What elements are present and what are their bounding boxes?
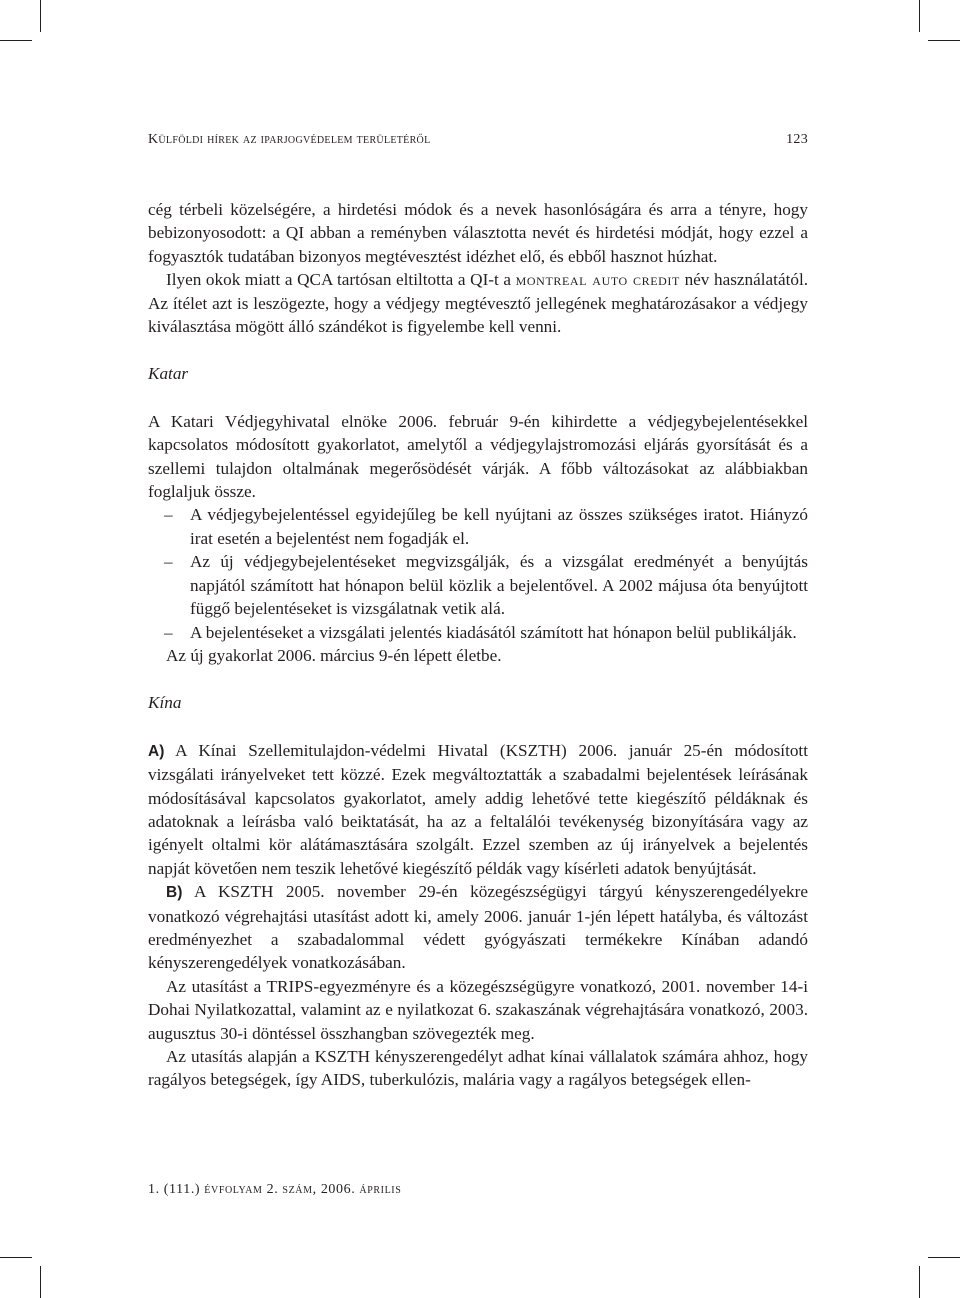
intro-paragraph-2-start: Ilyen okok miatt a QCA tartósan eltiltotta a QI-t a	[166, 270, 516, 290]
intro-paragraph-1: cég térbeli közelségére, a hirdetési módok és a nevek hasonlóságára és arra a tényre, hogy bebizonyosodott: a QI abban a reményben választotta nevét és hirdetési módját, hogy ezzel a fogyasztók tudatában bizonyos megtévesztést idézhet elő, és ebből hasznot húzhat.	[148, 200, 808, 266]
kina-paragraph-b	[148, 880, 808, 975]
item-label-b: B)	[166, 884, 183, 902]
crop-mark-right-top	[928, 40, 960, 41]
crop-mark-bottom-right	[919, 1266, 920, 1298]
dash-bullet: –	[164, 505, 173, 525]
list-item	[148, 550, 808, 620]
section-title-kina: Kína	[148, 693, 182, 713]
crop-mark-top-right	[919, 0, 920, 32]
kina-paragraph-b-text: A KSZTH 2005. november 29-én közegészségügyi tárgyú kényszerengedélyekre vonatkozó végrehajtási utasítást adott ki, amely 2006. január 1-jén lépett hatályba, és változást eredményezhet a szabadalommal védett gyógyászati termékekre Kínában adandó kényszerengedélyek vonatkozásában.	[148, 882, 808, 973]
katar-paragraph-2: Az új gyakorlat 2006. március 9-én lépett életbe.	[166, 645, 502, 665]
crop-mark-top-left	[40, 0, 41, 32]
section-title-katar: Katar	[148, 364, 189, 384]
list-item-text: Az új védjegybejelentéseket megvizsgálják, és a vizsgálat eredményét a benyújtás napjától számított hat hónapon belül közlik a bejelentővel. A 2002 májusa óta benyújtott függő bejelentéseket is vizsgálatnak vetik alá.	[190, 552, 808, 619]
crop-mark-left-top	[0, 40, 32, 41]
kina-paragraph-a-text: A Kínai Szellemitulajdon-védelmi Hivatal (KSZTH) 2006. január 25-én módosított vizsgálati irányelveket tett közzé. Ezek megváltoztatták a szabadalmi bejelentések leírásának módosításával kapcsolatos gyakorlatot, amely addig lehetővé tette kiegészítő példáknak és adatoknak a leírásba való beiktatását, ha az a feltalálói tevékenység bizonyítására vagy az igényelt oltalmi kör alátámasztására szolgált. Ezzel szemben az új irányelvek a bejelentés napját követően nem teszik lehetővé kiegészítő példák vagy kísérleti adatok benyújtását.	[148, 740, 808, 878]
list-item-text: A védjegybejelentéssel egyidejűleg be kell nyújtani az összes szükséges iratot. Hiányzó irat esetén a bejelentést nem fogadják el.	[190, 505, 808, 548]
crop-mark-bottom-left	[40, 1266, 41, 1298]
issue-footer: 1. (111.) évfolyam 2. szám, 2006. április	[148, 1182, 402, 1197]
page-number: 123	[786, 132, 808, 147]
intro-paragraph-2-end: név használatától. Az ítélet azt is leszögezte, hogy a védjegy megtévesztő jellegének meghatározásakor a védjegy kiválasztása mögött álló szándékot is figyelembe kell venni.	[148, 270, 809, 337]
intro-paragraph-2	[148, 268, 808, 338]
kina-paragraph-4: Az utasítás alapján a KSZTH kényszerengedélyt adhat kínai vállalatok számára ahhoz, hogy ragályos betegségek, így AIDS, tuberkulózis, malária vagy a ragályos betegségek ellen-	[148, 1047, 808, 1090]
kina-paragraph-a	[148, 739, 808, 880]
item-label-a: A)	[148, 742, 165, 760]
running-title: Külföldi hírek az iparjogvédelem területéről	[148, 132, 431, 147]
running-header	[148, 132, 808, 148]
kina-paragraph-3: Az utasítást a TRIPS-egyezményre és a közegészségügyre vonatkozó, 2001. november 14-i Dohai Nyilatkozattal, valamint az e nyilatkozat 6. szakaszának végrehajtására vonatkozó, 2003. augusztus 30-i döntéssel összhangban szövegezték meg.	[148, 976, 808, 1043]
crop-mark-left-bottom	[0, 1257, 32, 1258]
trademark-name: montreal auto credit	[515, 270, 680, 290]
crop-mark-right-bottom	[928, 1257, 960, 1258]
dash-bullet: –	[164, 622, 173, 642]
page-body	[148, 198, 808, 1092]
list-item	[148, 503, 808, 550]
dash-bullet: –	[164, 552, 173, 572]
katar-paragraph-1: A Katari Védjegyhivatal elnöke 2006. február 9-én kihirdette a védjegybejelentésekkel kapcsolatos módosított gyakorlatot, amelytől a védjegylajstromozási eljárás gyorsítását és a szellemi tulajdon oltalmának megerősödését várják. A főbb változásokat az alábbiakban foglaljuk össze.	[148, 411, 808, 502]
list-item-text: A bejelentéseket a vizsgálati jelentés kiadásától számított hat hónapon belül publikálják.	[190, 622, 797, 642]
katar-change-list	[148, 503, 808, 643]
list-item	[148, 621, 808, 644]
